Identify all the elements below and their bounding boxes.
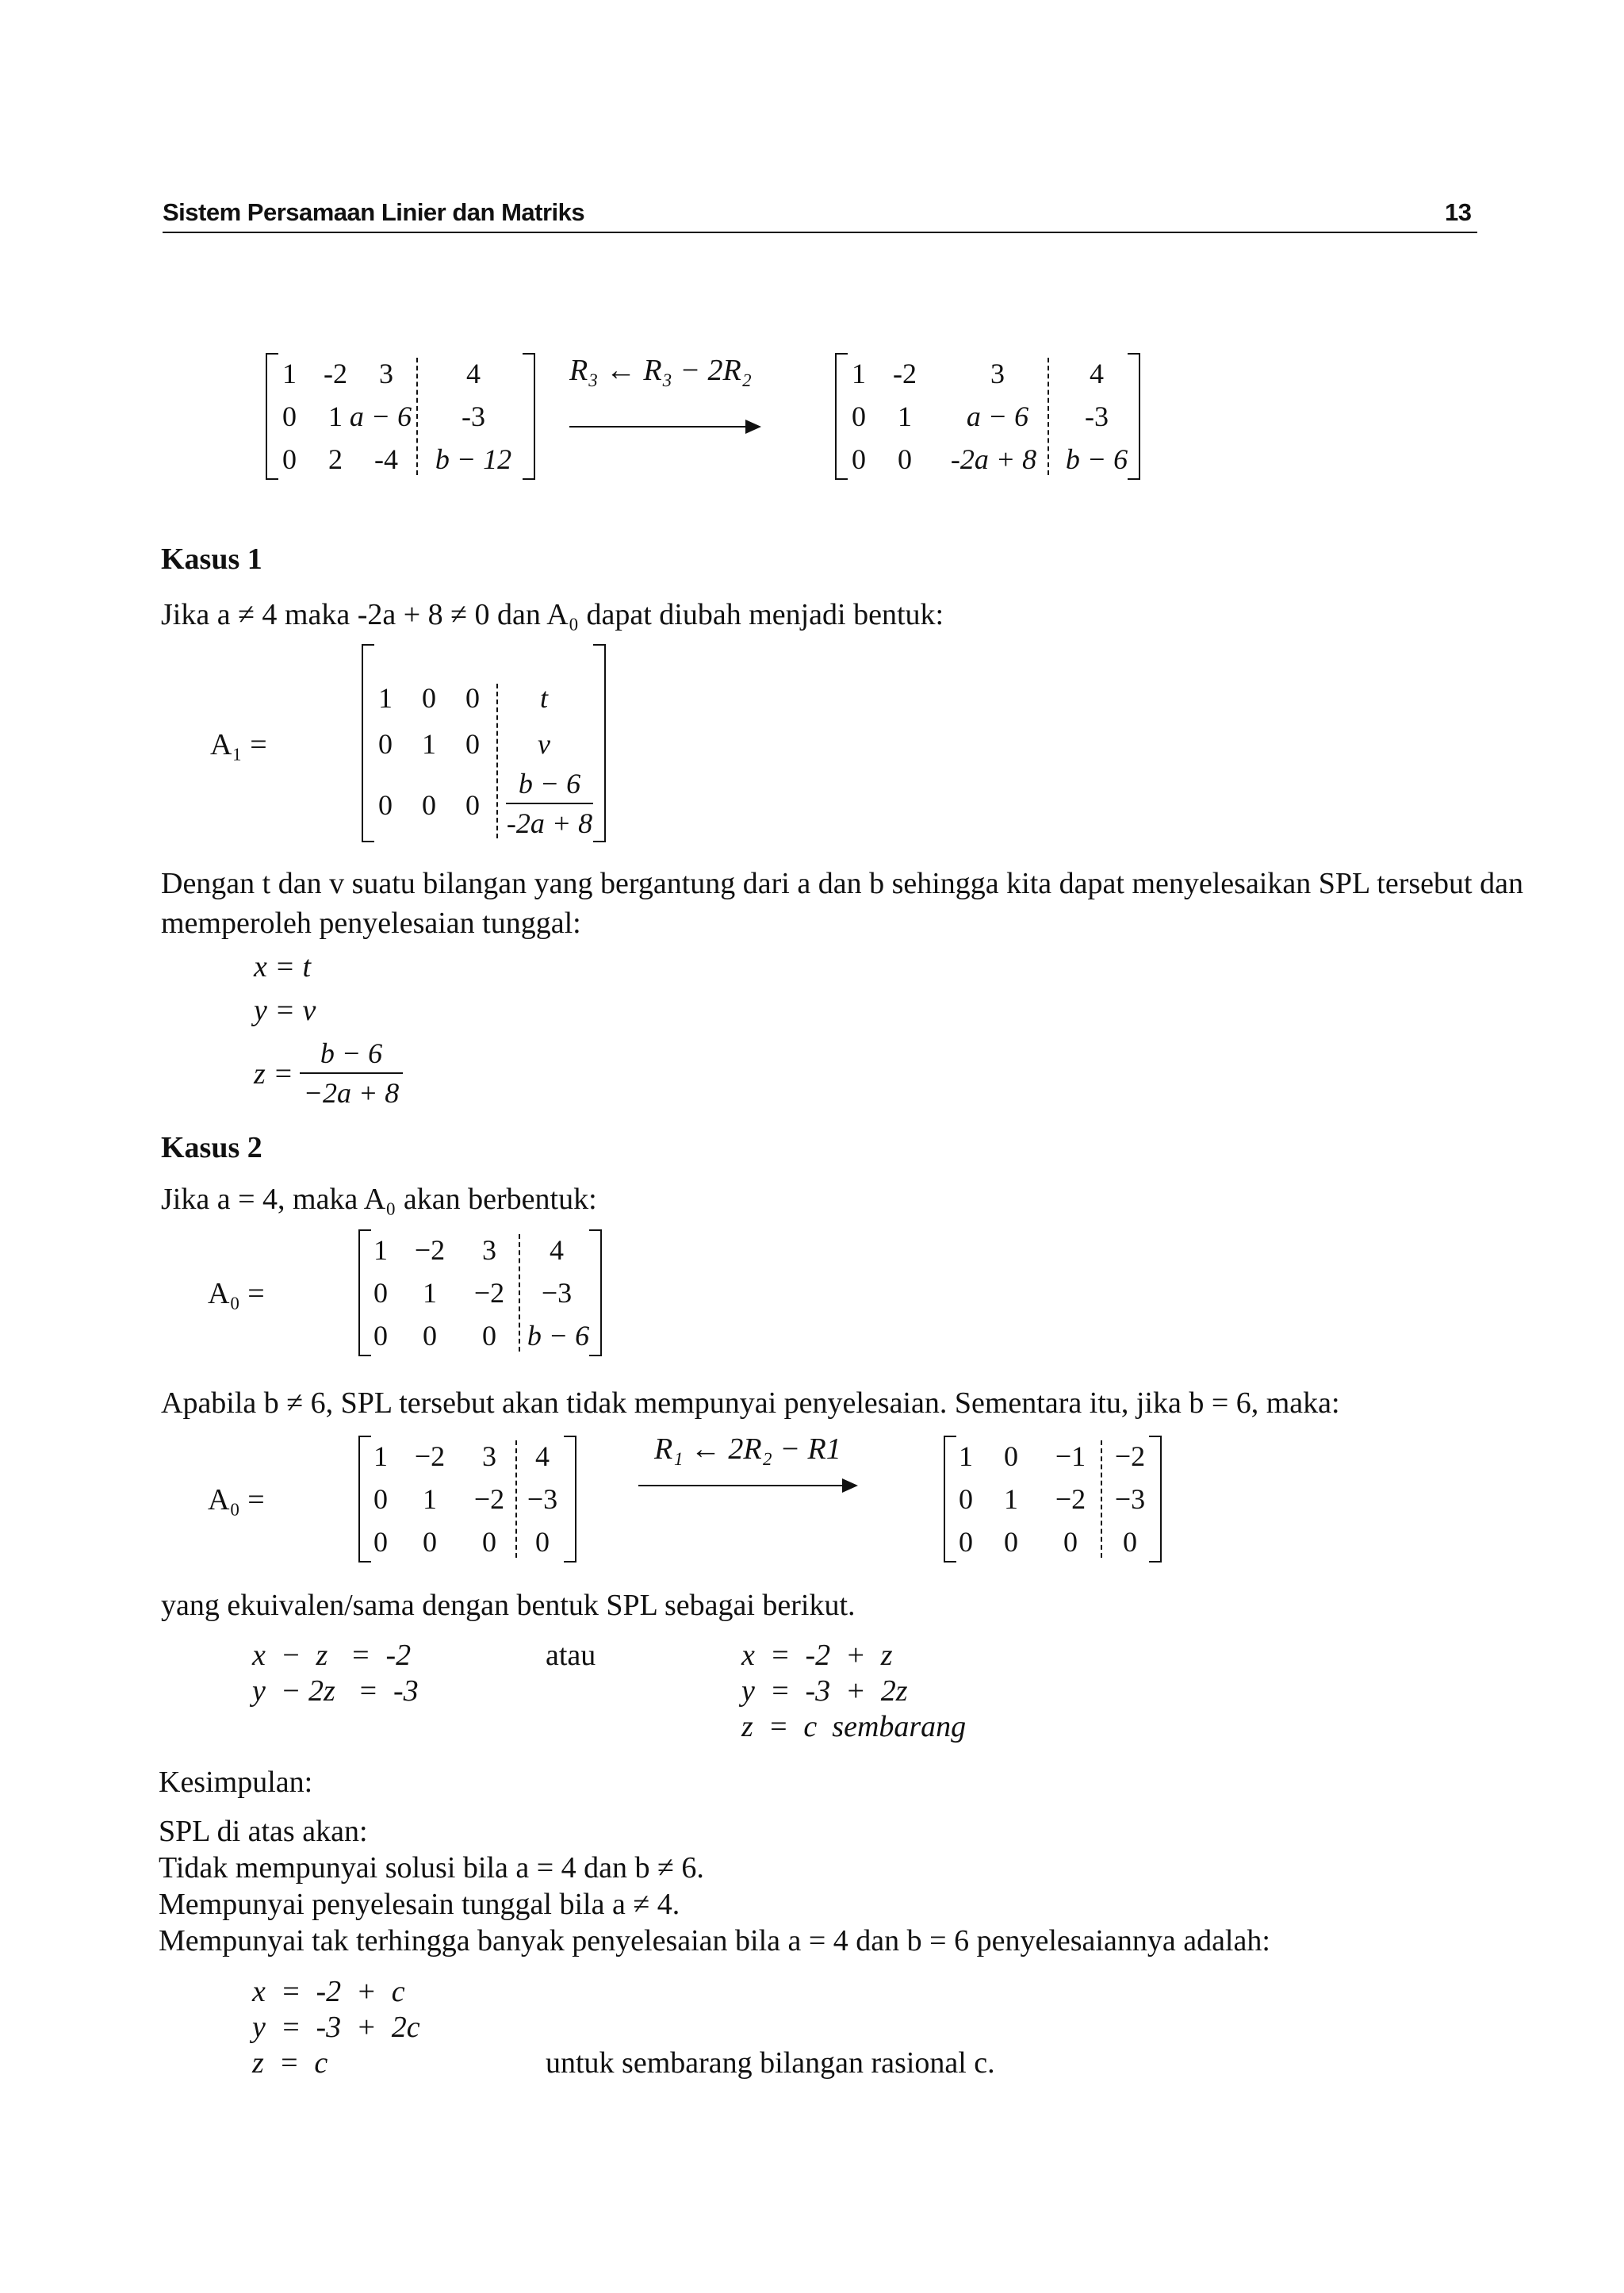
matrix-cell: t — [539, 682, 549, 714]
matrix-cell: -3 — [462, 401, 485, 432]
kasus-1-intro: Jika a ≠ 4 maka -2a + 8 ≠ 0 dan A₀ dapat diubah menjadi bentuk: — [161, 598, 944, 631]
matrix-cell: b − 6 — [1065, 443, 1128, 475]
matrix-cell: 1 — [423, 1483, 437, 1515]
matrix-cell: −1 — [1055, 1440, 1086, 1472]
kasus-1-paragraph-line1: Dengan t dan v suatu bilangan yang bergantung dari a dan b sehingga kita dapat menyelesaikan SPL tersebut dan — [161, 867, 1523, 900]
matrix-cell: −3 — [1114, 1483, 1146, 1515]
row-operation-1: R₃ ← R₃ − 2R₂ — [569, 354, 752, 387]
spl-right-eq-3: z = c sembarang — [741, 1710, 967, 1743]
kasus-1-heading: Kasus 1 — [161, 543, 262, 576]
final-eq-y: y = -3 + 2c — [252, 2011, 420, 2044]
matrix-cell: 4 — [1090, 358, 1104, 389]
matrix-cell: −2 — [473, 1483, 505, 1515]
matrix-cell: a − 6 — [349, 401, 412, 432]
matrix-cell: -2 — [324, 358, 347, 389]
matrix-cell: 0 — [373, 1483, 388, 1515]
matrix-cell: a − 6 — [966, 401, 1029, 432]
matrix-cell: -2 — [893, 358, 917, 389]
matrix-cell: 1 — [328, 401, 343, 432]
matrix-cell: -4 — [374, 443, 398, 475]
matrix-cell: 1 — [898, 401, 912, 432]
kesimpulan-line-4: Mempunyai tak terhingga banyak penyelesaian bila a = 4 dan b = 6 penyelesaiannya adalah: — [159, 1924, 1270, 1957]
matrix-cell: 0 — [373, 1277, 388, 1309]
final-eq-z: z = c — [252, 2046, 328, 2080]
matrix-cell: b − 12 — [435, 443, 512, 475]
kasus-2-heading: Kasus 2 — [161, 1131, 262, 1164]
matrix-cell: 1 — [852, 358, 866, 389]
matrix-cell: −3 — [541, 1277, 573, 1309]
matrix-reduced-b6 — [944, 1436, 1162, 1563]
page-number: 13 — [1445, 198, 1472, 226]
matrix-cell: 3 — [482, 1440, 496, 1472]
spl-right-eq-2: y = -3 + 2z — [741, 1674, 908, 1708]
matrix-a0-b6 — [358, 1436, 576, 1563]
matrix-cell: 1 — [423, 1277, 437, 1309]
matrix-cell: 0 — [465, 728, 480, 760]
matrix-cell: 4 — [466, 358, 481, 389]
matrix-cell: 0 — [378, 728, 393, 760]
matrix-cell: 0 — [959, 1483, 973, 1515]
matrix-cell: 0 — [852, 401, 866, 432]
matrix-cell: −3 — [527, 1483, 558, 1515]
kesimpulan-line-3: Mempunyai penyelesain tunggal bila a ≠ 4. — [159, 1888, 680, 1921]
running-header-title: Sistem Persamaan Linier dan Matriks — [163, 198, 585, 226]
matrix-cell: 0 — [282, 401, 297, 432]
matrix-cell: 0 — [465, 789, 480, 821]
matrix-cell: 1 — [378, 682, 393, 714]
matrix-cell: −2 — [414, 1234, 446, 1266]
kesimpulan-heading: Kesimpulan: — [159, 1766, 313, 1799]
matrix-a1-label: A₁ = — [210, 728, 267, 761]
kasus-1-paragraph-line2: memperoleh penyelesaian tunggal: — [161, 907, 581, 940]
matrix-cell: 1 — [959, 1440, 973, 1472]
final-eq-x: x = -2 + c — [252, 1975, 405, 2008]
matrix-fraction — [506, 769, 593, 838]
matrix-a0-label: A₀ = — [208, 1277, 265, 1310]
final-note: untuk sembarang bilangan rasional c. — [546, 2046, 995, 2080]
matrix-cell: 0 — [423, 1320, 437, 1352]
matrix-cell: 1 — [373, 1440, 388, 1472]
matrix-cell: 0 — [1123, 1526, 1137, 1558]
matrix-cell: 0 — [959, 1526, 973, 1558]
matrix-cell: 0 — [465, 682, 480, 714]
matrix-cell: 0 — [1063, 1526, 1078, 1558]
matrix-cell: 0 — [1004, 1440, 1018, 1472]
matrix-cell: −2 — [414, 1440, 446, 1472]
right-arrow-icon — [569, 426, 760, 428]
matrix-cell: 1 — [422, 728, 436, 760]
matrix-cell: 0 — [423, 1526, 437, 1558]
matrix-cell: -2a + 8 — [950, 443, 1037, 475]
matrix-cell: 3 — [990, 358, 1005, 389]
solution-z-fraction — [300, 1039, 403, 1107]
kasus-2-paragraph: Apabila b ≠ 6, SPL tersebut akan tidak mempunyai penyelesaian. Sementara itu, jika b = 6, maka: — [161, 1386, 1340, 1420]
spl-left-eq-1: x − z = -2 — [252, 1639, 412, 1672]
matrix-cell: 4 — [535, 1440, 550, 1472]
matrix-cell: 0 — [378, 789, 393, 821]
matrix-cell: −2 — [1055, 1483, 1086, 1515]
matrix-cell: 0 — [482, 1320, 496, 1352]
matrix-cell: 1 — [282, 358, 297, 389]
matrix-cell: b − 6 — [527, 1320, 590, 1352]
matrix-cell: 4 — [550, 1234, 564, 1266]
matrix-augmented-reduced — [835, 353, 1140, 480]
matrix-cell: 0 — [373, 1526, 388, 1558]
matrix-cell: 0 — [282, 443, 297, 475]
equivalence-sentence: yang ekuivalen/sama dengan bentuk SPL sebagai berikut. — [161, 1589, 856, 1622]
solution-y: y = v — [254, 994, 316, 1027]
matrix-cell: 0 — [482, 1526, 496, 1558]
matrix-cell: 0 — [535, 1526, 550, 1558]
matrix-cell: 0 — [852, 443, 866, 475]
fraction-numerator: b − 6 — [518, 768, 581, 799]
matrix-augmented-initial — [266, 353, 535, 480]
row-operation-2: R₁ ← 2R₂ − R1 — [654, 1432, 841, 1466]
matrix-cell: 0 — [422, 682, 436, 714]
fraction-numerator: b − 6 — [320, 1037, 383, 1069]
matrix-cell: -3 — [1085, 401, 1109, 432]
matrix-a1 — [362, 644, 606, 842]
matrix-cell: v — [538, 728, 550, 760]
matrix-cell: 1 — [373, 1234, 388, 1266]
header-rule — [163, 232, 1477, 233]
spl-left-eq-2: y − 2z = -3 — [252, 1674, 419, 1708]
spl-right-eq-1: x = -2 + z — [741, 1639, 893, 1672]
matrix-cell: 2 — [328, 443, 343, 475]
matrix-cell: 0 — [898, 443, 912, 475]
matrix-a0-label-2: A₀ = — [208, 1483, 265, 1517]
atau-word: atau — [546, 1639, 596, 1672]
matrix-cell: 0 — [373, 1320, 388, 1352]
matrix-cell: 3 — [379, 358, 393, 389]
matrix-cell: 3 — [482, 1234, 496, 1266]
fraction-denominator: -2a + 8 — [506, 807, 593, 839]
matrix-cell: 0 — [422, 789, 436, 821]
fraction-denominator: −2a + 8 — [303, 1077, 400, 1109]
matrix-a0-case2 — [358, 1229, 602, 1356]
solution-x: x = t — [254, 950, 312, 984]
matrix-cell: −2 — [473, 1277, 505, 1309]
matrix-cell: −2 — [1114, 1440, 1146, 1472]
right-arrow-icon — [638, 1485, 856, 1486]
matrix-cell: 0 — [1004, 1526, 1018, 1558]
kasus-2-intro: Jika a = 4, maka A₀ akan berbentuk: — [161, 1183, 597, 1216]
solution-z-lhs: z = — [254, 1057, 293, 1091]
kesimpulan-line-1: SPL di atas akan: — [159, 1815, 368, 1848]
matrix-cell: 1 — [1004, 1483, 1018, 1515]
kesimpulan-line-2: Tidak mempunyai solusi bila a = 4 dan b ≠ 6. — [159, 1851, 704, 1885]
